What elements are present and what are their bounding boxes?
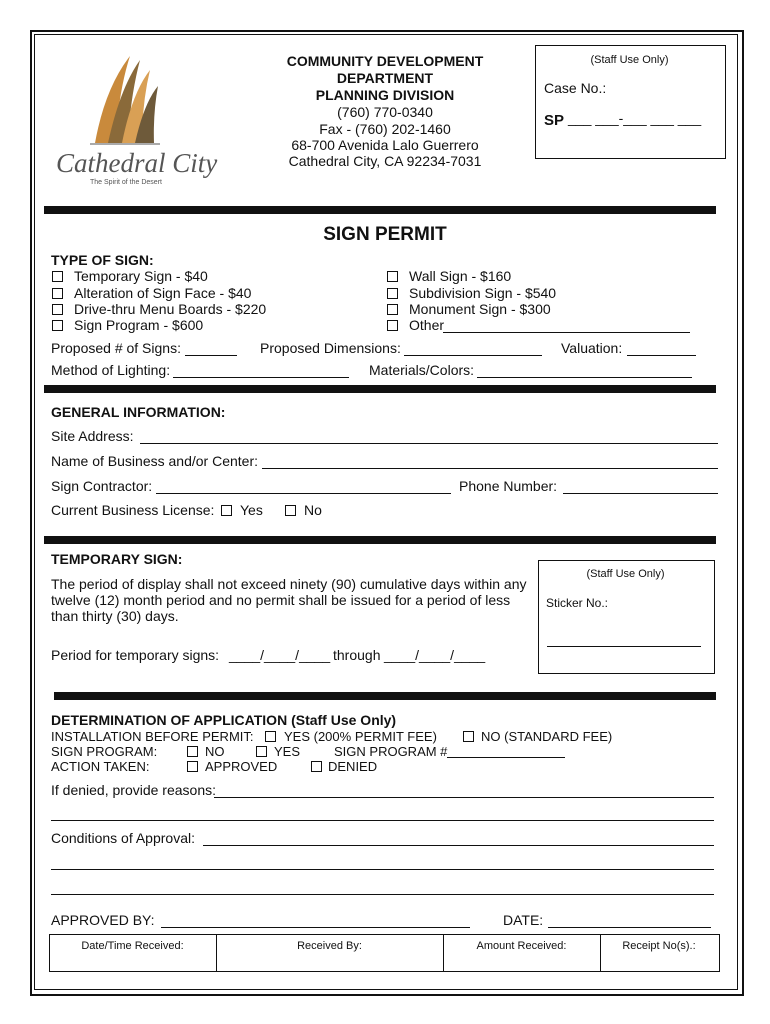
table-header-receipt-no: Receipt No(s).: — [622, 940, 696, 952]
other-input[interactable] — [443, 318, 690, 333]
checkbox-sign-program[interactable] — [52, 320, 63, 331]
option-wall-sign: Wall Sign - $160 — [409, 268, 512, 284]
table-header-date-time: Date/Time Received: — [81, 940, 184, 952]
approved-label: APPROVED — [205, 759, 278, 774]
fax-number: Fax - (760) 202-1460 — [319, 121, 451, 137]
table-header-amount: Amount Received: — [476, 940, 567, 952]
checkbox-other[interactable] — [387, 320, 398, 331]
dimensions-label: Proposed Dimensions: — [260, 340, 401, 356]
valuation-input[interactable] — [627, 341, 696, 356]
program-number-input[interactable] — [447, 743, 565, 758]
license-label: Current Business License: — [51, 502, 215, 518]
lighting-label: Method of Lighting: — [51, 362, 171, 378]
period-label: Period for temporary signs: — [51, 647, 220, 663]
denied-reasons-line2[interactable] — [51, 806, 714, 821]
division-name: PLANNING DIVISION — [315, 87, 455, 103]
checkbox-drive-thru[interactable] — [52, 304, 63, 315]
checkbox-monument[interactable] — [387, 304, 398, 315]
option-other: Other — [409, 317, 445, 333]
valuation-label: Valuation: — [561, 340, 623, 356]
install-label: INSTALLATION BEFORE PERMIT: — [51, 729, 254, 744]
determination-heading: DETERMINATION OF APPLICATION (Staff Use Only) — [51, 712, 397, 728]
case-number-blanks[interactable]: ___ ___-___ ___ ___ — [568, 110, 702, 126]
materials-input[interactable] — [477, 363, 692, 378]
dept-name-line2: DEPARTMENT — [336, 70, 434, 86]
general-info-heading: GENERAL INFORMATION: — [51, 404, 226, 420]
denied-reasons-input[interactable] — [214, 783, 714, 798]
lighting-input[interactable] — [173, 363, 349, 378]
conditions-input[interactable] — [203, 831, 714, 846]
divider-bar — [44, 385, 716, 393]
conditions-line3[interactable] — [51, 880, 714, 895]
dimensions-input[interactable] — [404, 341, 542, 356]
site-address-input[interactable] — [140, 429, 718, 444]
type-of-sign-heading: TYPE OF SIGN: — [51, 252, 154, 268]
checkbox-install-no[interactable] — [463, 731, 474, 742]
period-end-date[interactable]: ____/____/____ — [384, 647, 486, 663]
contractor-input[interactable] — [156, 479, 451, 494]
table-header-received-by: Received By: — [297, 940, 362, 952]
option-temporary-sign: Temporary Sign - $40 — [74, 268, 208, 284]
dept-name: COMMUNITY DEVELOPMENT — [286, 53, 484, 69]
conditions-line2[interactable] — [51, 855, 714, 870]
program-label: SIGN PROGRAM: — [51, 744, 158, 759]
temporary-rule-line1: The period of display shall not exceed ninety (90) cumulative days within any — [51, 576, 527, 592]
contractor-label: Sign Contractor: — [51, 478, 153, 494]
checkbox-temporary-sign[interactable] — [52, 271, 63, 282]
num-signs-label: Proposed # of Signs: — [51, 340, 181, 356]
checkbox-approved[interactable] — [187, 761, 198, 772]
sticker-no-label: Sticker No.: — [546, 596, 609, 610]
street-address: 68-700 Avenida Lalo Guerrero — [291, 137, 479, 153]
phone-label: Phone Number: — [459, 478, 558, 494]
temporary-sign-heading: TEMPORARY SIGN: — [51, 551, 183, 567]
license-yes-label: Yes — [240, 502, 263, 518]
install-yes-label: YES (200% PERMIT FEE) — [284, 729, 437, 744]
temporary-rule-line2: twelve (12) month period and no permit shall be issued for a period of less — [51, 592, 511, 608]
divider-bar — [54, 692, 716, 700]
checkbox-alteration[interactable] — [52, 288, 63, 299]
num-signs-input[interactable] — [185, 341, 237, 356]
phone-input[interactable] — [563, 479, 718, 494]
divider-bar — [44, 206, 716, 214]
form-title: SIGN PERMIT — [323, 224, 447, 245]
action-label: ACTION TAKEN: — [51, 759, 150, 774]
case-no-label: Case No.: — [544, 80, 607, 96]
site-address-label: Site Address: — [51, 428, 134, 444]
temporary-rule-line3: than thirty (30) days. — [51, 608, 179, 624]
checkbox-wall-sign[interactable] — [387, 271, 398, 282]
option-alteration: Alteration of Sign Face - $40 — [74, 285, 252, 301]
approved-by-input[interactable] — [161, 913, 470, 928]
denied-label: DENIED — [328, 759, 378, 774]
checkbox-program-no[interactable] — [187, 746, 198, 757]
approved-by-label: APPROVED BY: — [51, 912, 155, 928]
logo-city-name: Cathedral City — [56, 148, 218, 178]
phone-number: (760) 770-0340 — [337, 104, 433, 120]
sp-prefix: SP — [544, 112, 565, 129]
license-no-label: No — [304, 502, 322, 518]
install-no-label: NO (STANDARD FEE) — [481, 729, 613, 744]
option-subdivision: Subdivision Sign - $540 — [409, 285, 557, 301]
checkbox-denied[interactable] — [311, 761, 322, 772]
option-sign-program: Sign Program - $600 — [74, 317, 204, 333]
through-label: through — [333, 647, 381, 663]
date-label: DATE: — [503, 912, 544, 928]
denied-reasons-label: If denied, provide reasons: — [51, 782, 216, 798]
option-drive-thru: Drive-thru Menu Boards - $220 — [74, 301, 267, 317]
checkbox-install-yes[interactable] — [265, 731, 276, 742]
checkbox-license-no[interactable] — [285, 505, 296, 516]
date-input[interactable] — [548, 913, 711, 928]
period-start-date[interactable]: ____/____/____ — [229, 647, 331, 663]
checkbox-license-yes[interactable] — [221, 505, 232, 516]
city-state-zip: Cathedral City, CA 92234-7031 — [288, 153, 482, 169]
option-monument: Monument Sign - $300 — [409, 301, 551, 317]
business-name-label: Name of Business and/or Center: — [51, 453, 258, 469]
conditions-label: Conditions of Approval: — [51, 830, 195, 846]
materials-label: Materials/Colors: — [369, 362, 475, 378]
program-no-label: NO — [205, 744, 225, 759]
divider-bar — [44, 536, 716, 544]
program-yes-label: YES — [274, 744, 301, 759]
business-name-input[interactable] — [262, 454, 718, 469]
sticker-no-input[interactable] — [547, 632, 701, 647]
logo-tagline: The Spirit of the Desert — [90, 179, 162, 186]
checkbox-subdivision[interactable] — [387, 288, 398, 299]
checkbox-program-yes[interactable] — [256, 746, 267, 757]
sticker-staff-label: (Staff Use Only) — [586, 568, 665, 580]
program-number-label: SIGN PROGRAM # — [334, 744, 448, 759]
staff-use-label: (Staff Use Only) — [590, 54, 669, 66]
